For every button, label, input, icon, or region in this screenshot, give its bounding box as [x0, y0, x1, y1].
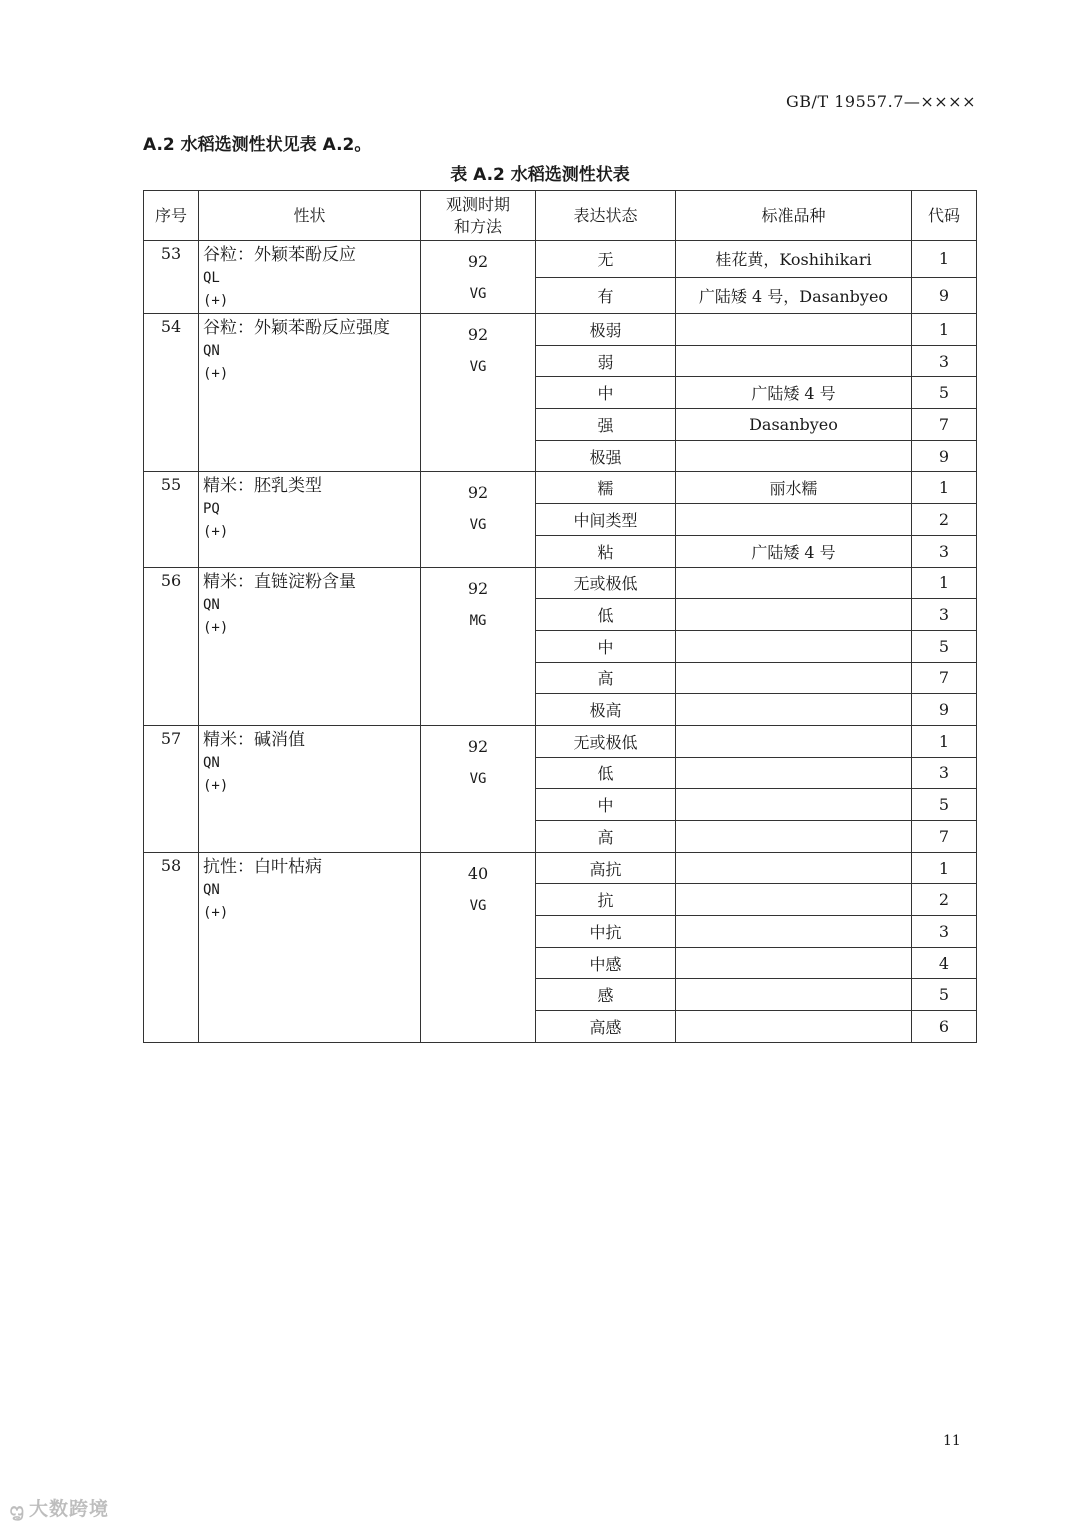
expression-state: 中: [536, 789, 676, 821]
table-row: [144, 241, 977, 278]
reference-variety: [676, 345, 912, 377]
observation-method: MG: [469, 612, 487, 629]
reference-variety: [676, 567, 912, 599]
expression-state: 抗: [536, 884, 676, 916]
state-code: 1: [912, 567, 977, 599]
state-code: 5: [912, 979, 977, 1011]
trait-name: 谷粒：外颖苯酚反应强度: [203, 318, 390, 338]
state-code: 9: [912, 440, 977, 472]
reference-variety: [676, 789, 912, 821]
method-cell: [421, 567, 536, 725]
observation-method: VG: [469, 517, 487, 534]
reference-variety: [676, 884, 912, 916]
reference-variety: [676, 440, 912, 472]
trait-mark: (+): [203, 366, 229, 382]
expression-state: 强: [536, 409, 676, 441]
table-caption: 表 A.2 水稻选测性状表: [450, 165, 630, 185]
state-code: 6: [912, 1011, 977, 1043]
col-header-code: 代码: [912, 191, 977, 241]
col-header-method-line2: 和方法: [453, 216, 502, 236]
expression-state: 低: [536, 599, 676, 631]
reference-variety: 桂花黄，Koshihikari: [676, 241, 912, 278]
state-code: 7: [912, 662, 977, 694]
expression-state: 感: [536, 979, 676, 1011]
wechat-logo-icon: ᦗ: [10, 1499, 25, 1520]
trait-type: QN: [203, 754, 220, 771]
reference-variety: [676, 725, 912, 757]
trait-number: 56: [144, 567, 199, 725]
state-code: 1: [912, 725, 977, 757]
expression-state: 中感: [536, 947, 676, 979]
trait-cell: [199, 567, 421, 725]
expression-state: 高: [536, 821, 676, 853]
watermark: [10, 1494, 109, 1521]
observation-method: VG: [469, 286, 487, 302]
trait-mark: (+): [203, 293, 229, 309]
observation-stage: 92: [467, 578, 489, 598]
state-code: 3: [912, 916, 977, 948]
expression-state: 极强: [536, 440, 676, 472]
expression-state: 中抗: [536, 916, 676, 948]
trait-number: 57: [144, 725, 199, 852]
reference-variety: [676, 1011, 912, 1043]
observation-stage: 92: [467, 325, 489, 344]
trait-cell: [199, 472, 421, 567]
state-code: 9: [912, 277, 977, 314]
state-code: 3: [912, 599, 977, 631]
table-row: [144, 852, 977, 884]
observation-stage: 92: [467, 736, 489, 756]
reference-variety: [676, 662, 912, 694]
method-cell: [421, 472, 536, 567]
expression-state: 弱: [536, 345, 676, 377]
reference-variety: [676, 852, 912, 884]
trait-cell: [199, 852, 421, 1042]
state-code: 7: [912, 821, 977, 853]
trait-type: QN: [203, 343, 220, 359]
trait-type: QN: [203, 596, 220, 613]
state-code: 9: [912, 694, 977, 726]
traits-table: [143, 190, 977, 1043]
state-code: 5: [912, 789, 977, 821]
reference-variety: [676, 694, 912, 726]
col-header-no: 序号: [144, 191, 199, 241]
col-header-variety: 标准品种: [676, 191, 912, 241]
observation-method: VG: [469, 359, 487, 375]
method-cell: [421, 314, 536, 472]
table-body: [144, 241, 977, 1043]
observation-method: VG: [469, 897, 487, 914]
state-code: 3: [912, 345, 977, 377]
state-code: 3: [912, 535, 977, 567]
trait-type: QL: [203, 270, 220, 286]
observation-stage: 92: [467, 483, 489, 503]
trait-number: 58: [144, 852, 199, 1042]
reference-variety: [676, 947, 912, 979]
method-cell: [421, 241, 536, 314]
observation-stage: 40: [467, 863, 489, 883]
trait-name: 精米：胚乳类型: [203, 476, 322, 497]
trait-number: 54: [144, 314, 199, 472]
expression-state: 有: [536, 277, 676, 314]
observation-stage: 92: [467, 252, 489, 271]
reference-variety: [676, 916, 912, 948]
state-code: 7: [912, 409, 977, 441]
section-heading: A.2 水稻选测性状见表 A.2。: [143, 135, 372, 155]
watermark-text: 大数跨境: [28, 1498, 109, 1520]
state-code: 5: [912, 630, 977, 662]
page-number: 11: [943, 1433, 961, 1449]
trait-mark: (+): [203, 524, 229, 541]
table-row: [144, 567, 977, 599]
trait-cell: [199, 241, 421, 314]
state-code: 1: [912, 314, 977, 346]
trait-number: 53: [144, 241, 199, 314]
reference-variety: 丽水糯: [676, 472, 912, 504]
trait-name: 抗性：白叶枯病: [203, 856, 322, 877]
state-code: 2: [912, 504, 977, 536]
trait-cell: [199, 314, 421, 472]
trait-mark: (+): [203, 904, 229, 921]
expression-state: 高感: [536, 1011, 676, 1043]
reference-variety: 广陆矮 4 号，Dasanbyeo: [676, 277, 912, 314]
reference-variety: [676, 979, 912, 1011]
method-cell: [421, 852, 536, 1042]
reference-variety: Dasanbyeo: [676, 409, 912, 441]
trait-type: PQ: [203, 501, 220, 518]
reference-variety: [676, 599, 912, 631]
col-header-trait: 性状: [199, 191, 421, 241]
reference-variety: 广陆矮 4 号: [676, 377, 912, 409]
observation-method: VG: [469, 770, 487, 787]
state-code: 3: [912, 757, 977, 789]
trait-name: 精米：直链淀粉含量: [203, 571, 356, 592]
method-cell: [421, 725, 536, 852]
expression-state: 中间类型: [536, 504, 676, 536]
expression-state: 无或极低: [536, 567, 676, 599]
reference-variety: [676, 504, 912, 536]
state-code: 1: [912, 241, 977, 278]
state-code: 4: [912, 947, 977, 979]
expression-state: 无或极低: [536, 725, 676, 757]
reference-variety: [676, 630, 912, 662]
state-code: 1: [912, 852, 977, 884]
state-code: 5: [912, 377, 977, 409]
state-code: 2: [912, 884, 977, 916]
trait-name: 谷粒：外颖苯酚反应: [203, 245, 356, 265]
expression-state: 极高: [536, 694, 676, 726]
trait-cell: [199, 725, 421, 852]
table-header-row: [144, 191, 977, 241]
reference-variety: [676, 821, 912, 853]
expression-state: 高抗: [536, 852, 676, 884]
table-row: [144, 725, 977, 757]
trait-name: 精米：碱消值: [203, 729, 305, 750]
expression-state: 极弱: [536, 314, 676, 346]
expression-state: 糯: [536, 472, 676, 504]
expression-state: 无: [536, 241, 676, 278]
state-code: 1: [912, 472, 977, 504]
trait-type: QN: [203, 881, 220, 898]
expression-state: 中: [536, 630, 676, 662]
table-row: [144, 472, 977, 504]
reference-variety: [676, 314, 912, 346]
expression-state: 高: [536, 662, 676, 694]
reference-variety: [676, 757, 912, 789]
trait-number: 55: [144, 472, 199, 567]
col-header-expression: 表达状态: [536, 191, 676, 241]
trait-mark: (+): [203, 777, 229, 794]
trait-mark: (+): [203, 619, 229, 636]
col-header-method-line1: 观测时期: [445, 194, 510, 214]
expression-state: 低: [536, 757, 676, 789]
document-code: GB/T 19557.7—××××: [786, 92, 976, 111]
col-header-method: [421, 191, 536, 241]
reference-variety: 广陆矮 4 号: [676, 535, 912, 567]
expression-state: 中: [536, 377, 676, 409]
table-row: [144, 314, 977, 346]
expression-state: 粘: [536, 535, 676, 567]
